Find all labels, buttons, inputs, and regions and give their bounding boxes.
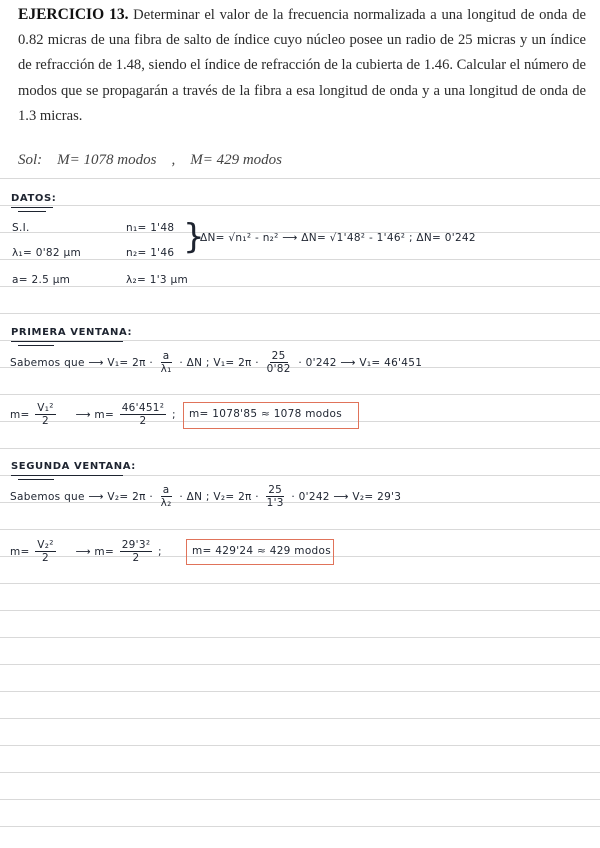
- primera-underline: [11, 341, 123, 342]
- si-label: S.I.: [12, 222, 30, 234]
- datos-underline: [11, 207, 53, 208]
- radius-value: a= 2.5 μm: [12, 274, 71, 286]
- primera-heading: PRIMERA VENTANA:: [11, 327, 133, 338]
- ruled-line: [0, 313, 600, 314]
- solution-line: Sol: M= 1078 modos , M= 429 modos: [18, 152, 282, 168]
- segunda-underline-2: [18, 479, 54, 480]
- ruled-line: [0, 529, 600, 530]
- problem-statement: [18, 2, 586, 129]
- segunda-result: m= 429'24 ≈ 429 modos: [192, 545, 332, 557]
- primera-v1-line: Sabemos que ⟶ V₁= 2π · $\frac{a}{\text{λ₁}}$ · ΔN ; V₁= 2π · $\frac{25}{0'82}$ · 0'242 ⟶ V₁= 46'451: [10, 350, 423, 375]
- ruled-line: [0, 718, 600, 719]
- primera-underline-2: [18, 345, 54, 346]
- primera-m-line: m= $\frac{\text{V₁²}}{2}$ ⟶ m= $\frac{\text{46'451²}}{2}$ ;: [10, 402, 176, 427]
- ruled-line: [0, 664, 600, 665]
- ruled-line: [0, 745, 600, 746]
- ruled-line: [0, 583, 600, 584]
- ruled-line: [0, 448, 600, 449]
- ruled-line: [0, 205, 600, 206]
- ruled-line: [0, 826, 600, 827]
- an-formula: ΔN= √n₁² - n₂² ⟶ ΔN= √1'48² - 1'46² ; ΔN= 0'242: [200, 232, 476, 244]
- ruled-line: [0, 259, 600, 260]
- brace-icon: }: [183, 217, 205, 257]
- ruled-line: [0, 691, 600, 692]
- ruled-line: [0, 772, 600, 773]
- segunda-heading: SEGUNDA VENTANA:: [11, 461, 136, 472]
- lambda1-value: λ₁= 0'82 μm: [12, 247, 82, 259]
- segunda-underline: [11, 475, 123, 476]
- ruled-line: [0, 394, 600, 395]
- problem-title: EJERCICIO 13.: [18, 6, 129, 23]
- ruled-line: [0, 286, 600, 287]
- n2-value: n₂= 1'46: [126, 247, 175, 259]
- n1-value: n₁= 1'48: [126, 222, 175, 234]
- segunda-m-line: m= $\frac{\text{V₂²}}{2}$ ⟶ m= $\frac{\text{29'3²}}{2}$ ;: [10, 539, 162, 564]
- ruled-line: [0, 178, 600, 179]
- primera-result: m= 1078'85 ≈ 1078 modos: [189, 408, 342, 420]
- segunda-v2-line: Sabemos que ⟶ V₂= 2π · $\frac{a}{\text{λ₂}}$ · ΔN ; V₂= 2π · $\frac{25}{1'3}$ · 0'242 ⟶ V₂= 29'3: [10, 484, 402, 509]
- lambda2-value: λ₂= 1'3 μm: [126, 274, 189, 286]
- ruled-line: [0, 799, 600, 800]
- problem-text: Determinar el valor de la frecuencia normalizada a una longitud de onda de 0.82 micras de una fibra de salto de índice cuyo núcleo posee un radio de 25 micras y un índice de refracción de 1.48, siendo el índice de refracción de la cubierta de 1.46. Calcular el número de modos que se propagarán a través de la fibra a esa longitud de onda y a una longitud de onda de 1.3 micras.: [18, 7, 586, 124]
- datos-underline-2: [18, 211, 46, 212]
- datos-heading: DATOS:: [11, 193, 57, 204]
- ruled-line: [0, 637, 600, 638]
- ruled-line: [0, 610, 600, 611]
